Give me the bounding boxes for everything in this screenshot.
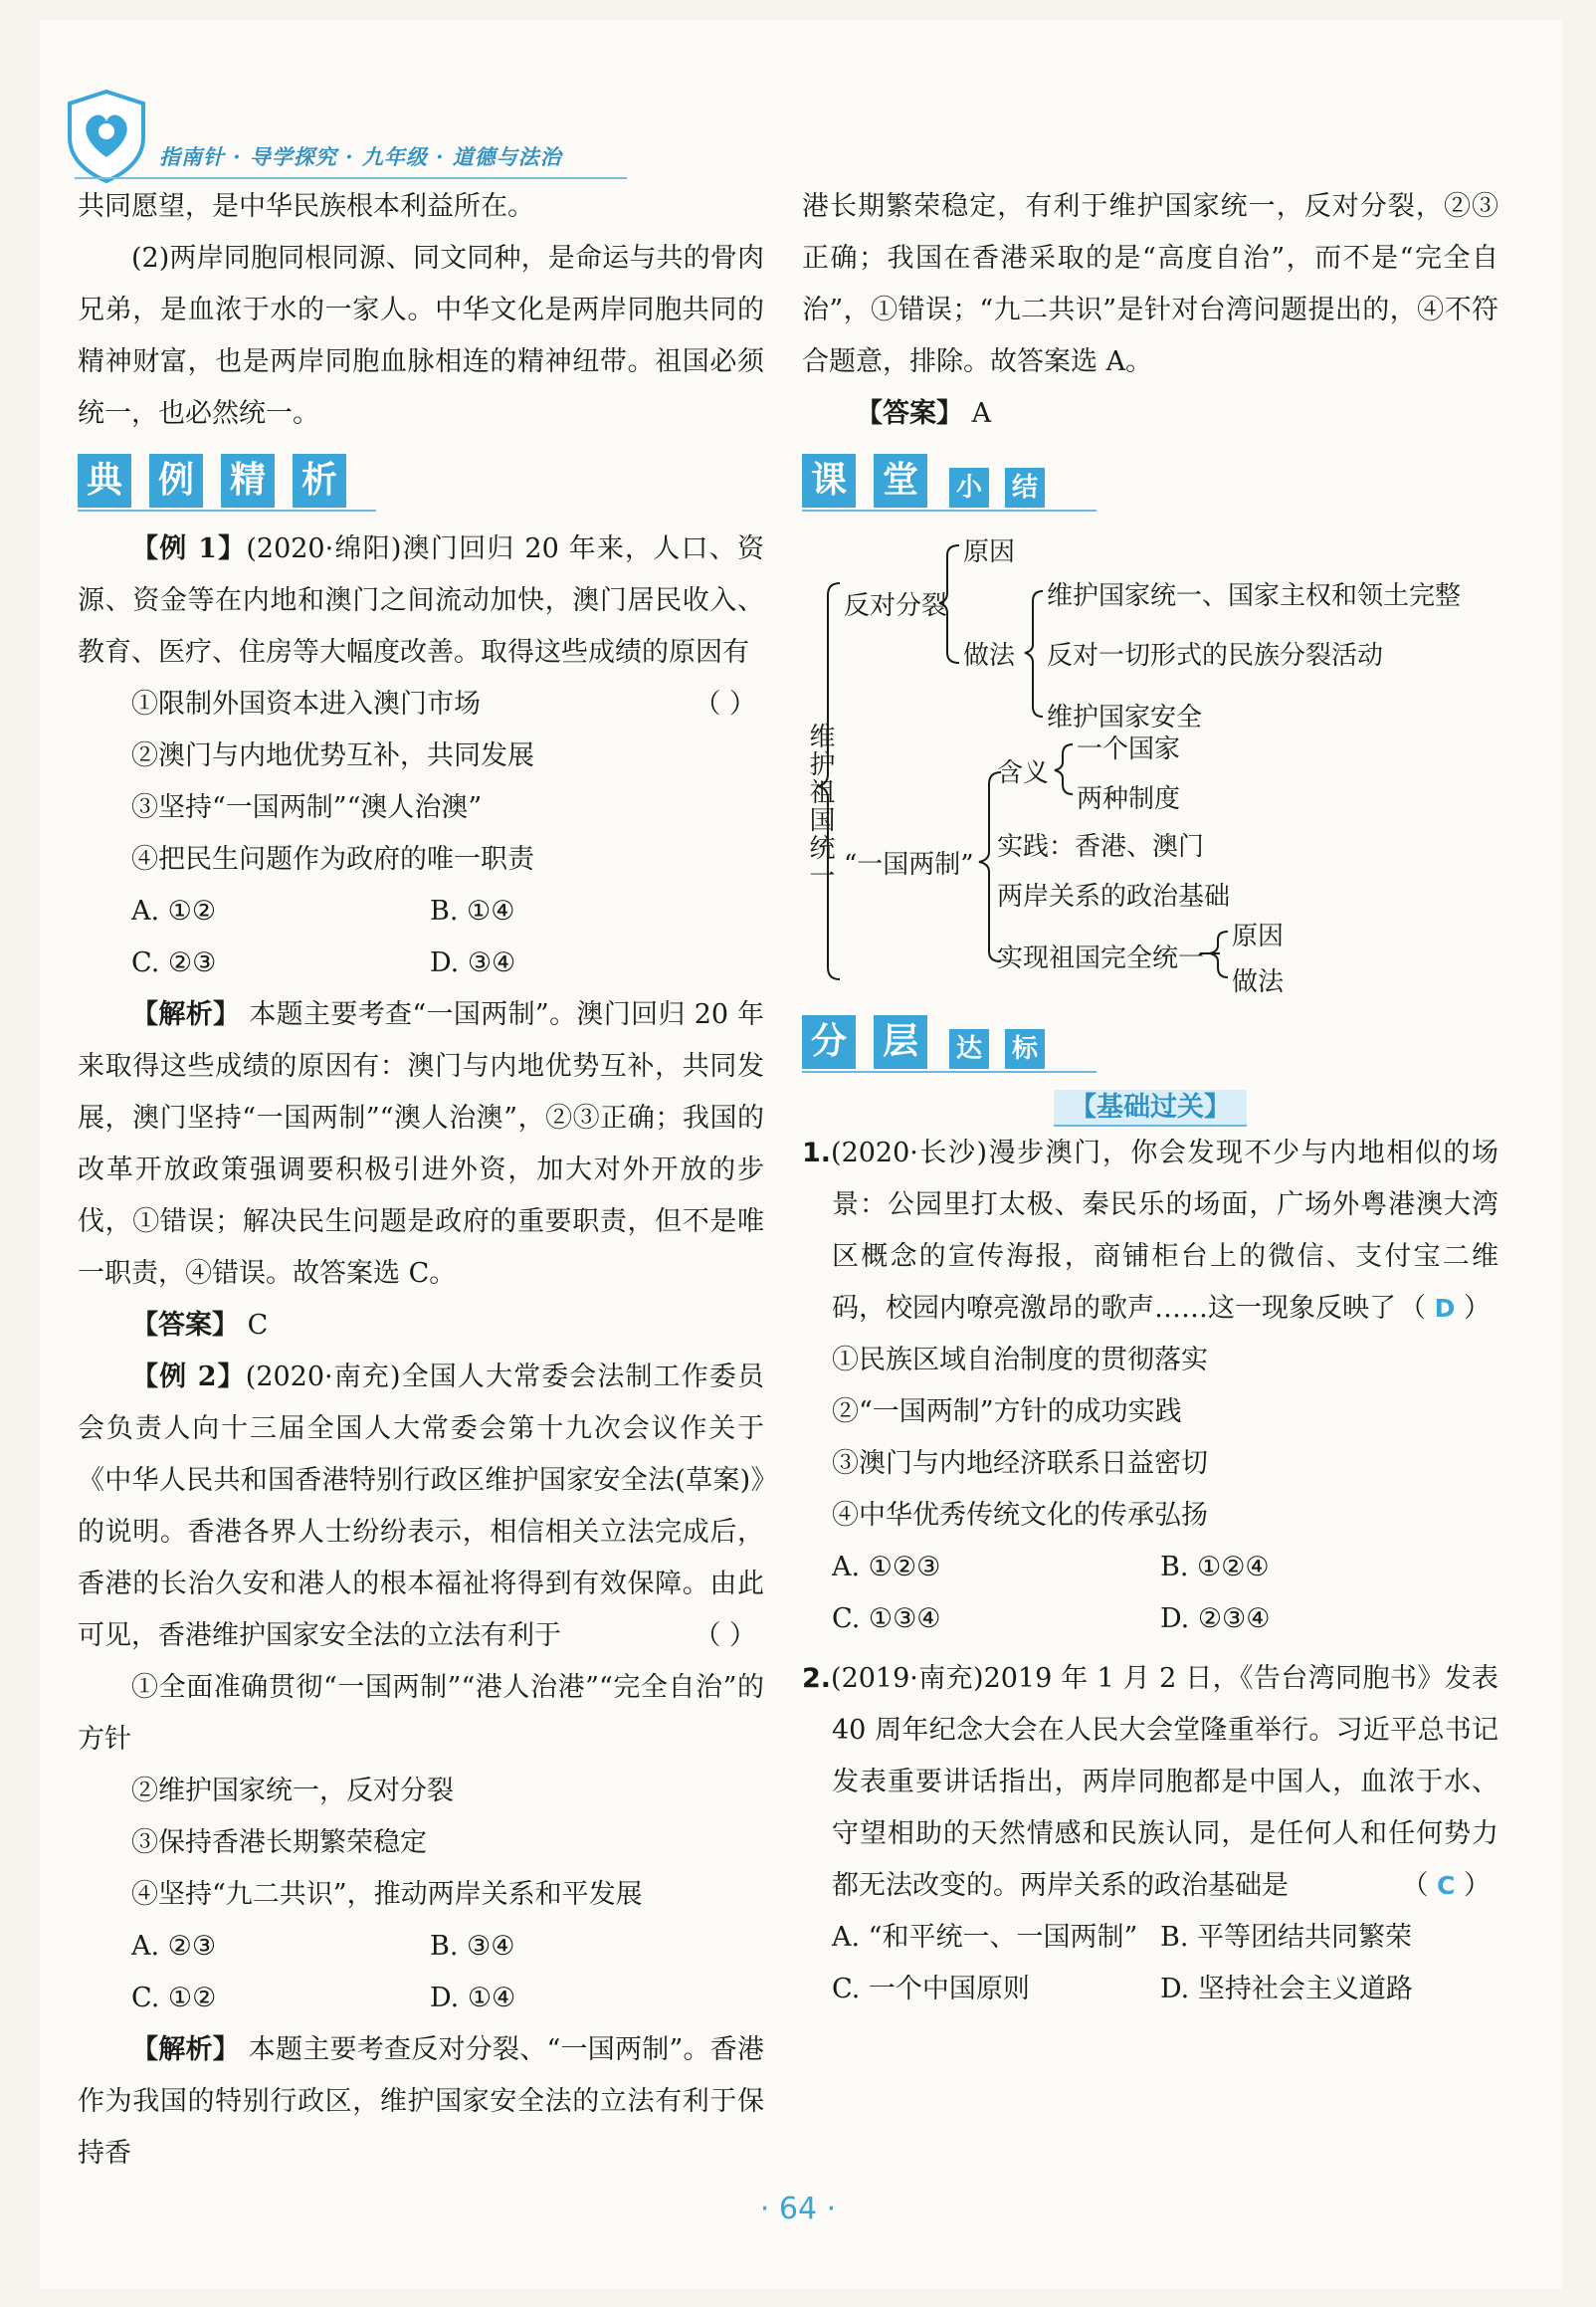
- filled-answer: D: [1434, 1294, 1456, 1323]
- choice-c: C. ②③: [131, 947, 217, 978]
- mindmap-node: 两岸关系的政治基础: [997, 882, 1231, 912]
- answer-paren: （ D ）: [1399, 1293, 1491, 1324]
- analysis-label: 【解析】: [131, 2034, 240, 2065]
- answer-paren: （ ）: [694, 1620, 756, 1651]
- mindmap-node: 实现祖国完全统一: [997, 944, 1205, 973]
- answer-label: 【答案】: [856, 398, 963, 429]
- question-stem: (2020·长沙)漫步澳门，你会发现不少与内地相似的场景：公园里打太极、秦民乐的场面，广场外粤港澳大湾区概念的宣传海报，商铺柜台上的微信、支付宝二维码，校园内嘹亮激昂的歌声……这一现象反映了: [831, 1138, 1498, 1324]
- question-stem: (2019·南充)2019 年 1 月 2 日，《告台湾同胞书》发表 40 周年纪念大会在人民大会堂隆重举行。习近平总书记发表重要讲话指出，两岸同胞都是中国人，血浓于水、守望相助的天然情感和民族认同，是任何人和任何势力都无法改变的。两岸关系的政治基础是: [831, 1663, 1498, 1901]
- banner-underline: [78, 510, 376, 512]
- example1-analysis: [78, 989, 764, 1300]
- answer-line: [802, 388, 1498, 440]
- filled-answer: C: [1437, 1871, 1456, 1900]
- banner-char: 层: [874, 1015, 927, 1069]
- page-number: · 64 ·: [759, 2192, 837, 2226]
- sub-banner-basic: [802, 1085, 1498, 1124]
- banner-underline: [802, 510, 1097, 512]
- example2-analysis: [78, 2024, 764, 2180]
- mindmap-node: 做法: [963, 641, 1016, 671]
- mindmap-connector: [1200, 951, 1220, 955]
- answer-paren: （ C ）: [1401, 1870, 1491, 1901]
- banner-char: 堂: [874, 454, 927, 508]
- mindmap-leaf: 维护国家安全: [1047, 703, 1203, 733]
- choice-d: D. ②③④: [1160, 1603, 1271, 1634]
- choice-d: D. 坚持社会主义道路: [1160, 1974, 1413, 2004]
- left-column: [78, 181, 764, 2180]
- mindmap-leaf: 维护国家统一、国家主权和领土完整: [1047, 581, 1462, 611]
- mindmap-branch-one-country: “一国两制”: [844, 850, 974, 880]
- mindmap-leaf: 一个国家: [1077, 734, 1181, 764]
- analysis-continued: 港长期繁荣稳定，有利于维护国家统一，反对分裂，②③正确；我国在香港采取的是“高度自治”，而不是“完全自治”，①错误；“九二共识”是针对台湾问题提出的，④不符合题意，排除。故答案选 A。: [802, 191, 1498, 377]
- analysis-text: 本题主要考查反对分裂、“一国两制”。香港作为我国的特别行政区，维护国家安全法的立法有利于保持香: [78, 2034, 764, 2169]
- option-item: ④把民生问题作为政府的唯一职责: [131, 844, 534, 875]
- banner-class-summary: [802, 450, 1498, 512]
- banner-char: 标: [1005, 1029, 1045, 1069]
- example1-label: 【例 1】: [131, 533, 247, 564]
- banner-char: 精: [221, 454, 275, 508]
- banner-layered-practice: [802, 1011, 1498, 1073]
- intro-para-2: (2)两岸同胞同根同源、同文同种，是命运与共的骨肉兄弟，是血浓于水的一家人。中华文化是两岸同胞共同的精神财富，也是两岸同胞血脉相连的精神纽带。祖国必须统一，也必然统一。: [78, 243, 764, 429]
- sub-banner-text: 【基础过关】: [1054, 1090, 1247, 1127]
- option-item: ③坚持“一国两制”“澳人治澳”: [131, 792, 483, 823]
- answer-label: 【答案】: [131, 1310, 239, 1341]
- option-item: ③澳门与内地经济联系日益密切: [832, 1448, 1208, 1479]
- answer-value: C: [247, 1310, 269, 1341]
- example2-stem: [78, 1352, 764, 1662]
- choice-c: C. ①②: [131, 1983, 217, 2013]
- example2-text: (2020·南充)全国人大常委会法制工作委员会负责人向十三届全国人大常委会第十九次会议作关于《中华人民共和国香港特别行政区维护国家安全法(草案)》的说明。香港各界人士纷纷表示，相信相关立法完成后，香港的长治久安和港人的根本福祉将得到有效保障。由此可见，香港维护国家安全法的立法有利于: [78, 1362, 765, 1651]
- choice-c: C. 一个中国原则: [832, 1974, 1030, 2004]
- mindmap-leaf: 反对一切形式的民族分裂活动: [1047, 641, 1384, 671]
- option-item: ①民族区域自治制度的贯彻落实: [832, 1345, 1208, 1375]
- analysis-label: 【解析】: [131, 999, 241, 1030]
- choices-row: [78, 1973, 764, 2024]
- header-rule: [75, 177, 627, 179]
- banner-char: 小: [949, 468, 989, 508]
- example1-text: (2020·绵阳)澳门回归 20 年来，人口、资源、资金等在内地和澳门之间流动加快，澳门居民收入、教育、医疗、住房等大幅度改善。取得这些成绩的原因有: [78, 533, 764, 668]
- mindmap-leaf: 原因: [1232, 922, 1285, 951]
- mindmap-node: 原因: [963, 537, 1016, 567]
- choice-a: A. “和平统一、一国两制”: [832, 1922, 1138, 1953]
- mindmap-leaf: 两种制度: [1077, 784, 1181, 814]
- banner-char: 例: [149, 454, 203, 508]
- mindmap-node: 实践：香港、澳门: [997, 832, 1205, 862]
- choice-d: D. ③④: [430, 947, 516, 978]
- choice-a: A. ①②③: [832, 1552, 941, 1582]
- answer-paren: （ ）: [694, 689, 756, 720]
- summary-mindmap: [802, 524, 1498, 1061]
- choice-b: B. ①②④: [1160, 1552, 1270, 1582]
- question-number: 2.: [802, 1663, 832, 1694]
- banner-char: 析: [293, 454, 346, 508]
- option-item: ①限制外国资本进入澳门市场: [131, 689, 481, 720]
- heart-shield-logo-icon: [64, 88, 149, 183]
- example2-label: 【例 2】: [131, 1362, 246, 1392]
- option-item: ④中华优秀传统文化的传承弘扬: [832, 1500, 1208, 1531]
- choices-grid: [802, 1542, 1498, 1645]
- banner-char: 达: [949, 1029, 989, 1069]
- choice-c: C. ①③④: [832, 1603, 941, 1634]
- banner-char: 结: [1005, 468, 1045, 508]
- question-1: [802, 1128, 1498, 1335]
- choice-b: B. ③④: [430, 1931, 515, 1962]
- mindmap-leaf: 做法: [1232, 967, 1285, 997]
- banner-typical-examples: [78, 450, 764, 512]
- choices-row: [78, 938, 764, 989]
- analysis-text: 本题主要考查“一国两制”。澳门回归 20 年来取得这些成绩的原因有：澳门与内地优势互补，共同发展，澳门坚持“一国两制”“澳人治澳”，②③正确；我国的改革开放政策强调要积极引进外资，加大对外开放的步伐，①错误；解决民生问题是政府的重要职责，但不是唯一职责，④错误。故答案选 C。: [78, 999, 764, 1289]
- banner-char: 课: [802, 454, 856, 508]
- option-item: ②澳门与内地优势互补，共同发展: [131, 740, 534, 771]
- question-2: [802, 1653, 1498, 1912]
- question-number: 1.: [802, 1138, 832, 1168]
- example1-answer: [78, 1300, 764, 1352]
- intro-line-1: 共同愿望，是中华民族根本利益所在。: [78, 191, 534, 222]
- option-item: ④坚持“九二共识”，推动两岸关系和平发展: [131, 1879, 643, 1910]
- choices-grid: [802, 1912, 1498, 2015]
- choice-a: A. ②③: [131, 1931, 217, 1962]
- option-item: ③保持香港长期繁荣稳定: [131, 1827, 427, 1858]
- choice-a: A. ①②: [131, 896, 217, 927]
- choice-d: D. ①④: [430, 1983, 516, 2013]
- choices-row: [78, 886, 764, 938]
- mindmap-node: 含义: [997, 758, 1050, 788]
- right-column: [802, 181, 1498, 2015]
- answer-value: A: [971, 398, 992, 429]
- header-title: 指南针 · 导学探究 · 九年级 · 道德与法治: [159, 144, 562, 169]
- mindmap-root: 维护祖国统一: [805, 723, 835, 890]
- mindmap-branch-oppose: 反对分裂: [844, 591, 948, 621]
- option-item: ②维护国家统一，反对分裂: [131, 1776, 454, 1806]
- option-item: ②“一国两制”方针的成功实践: [832, 1396, 1182, 1427]
- choices-row: [78, 1921, 764, 1973]
- banner-underline: [802, 1071, 1097, 1073]
- choice-b: B. 平等团结共同繁荣: [1160, 1922, 1413, 1953]
- option-item: ①全面准确贯彻“一国两制”“港人治港”“完全自治”的方针: [78, 1672, 764, 1755]
- banner-char: 典: [78, 454, 131, 508]
- choice-b: B. ①④: [430, 896, 515, 927]
- banner-char: 分: [802, 1015, 856, 1069]
